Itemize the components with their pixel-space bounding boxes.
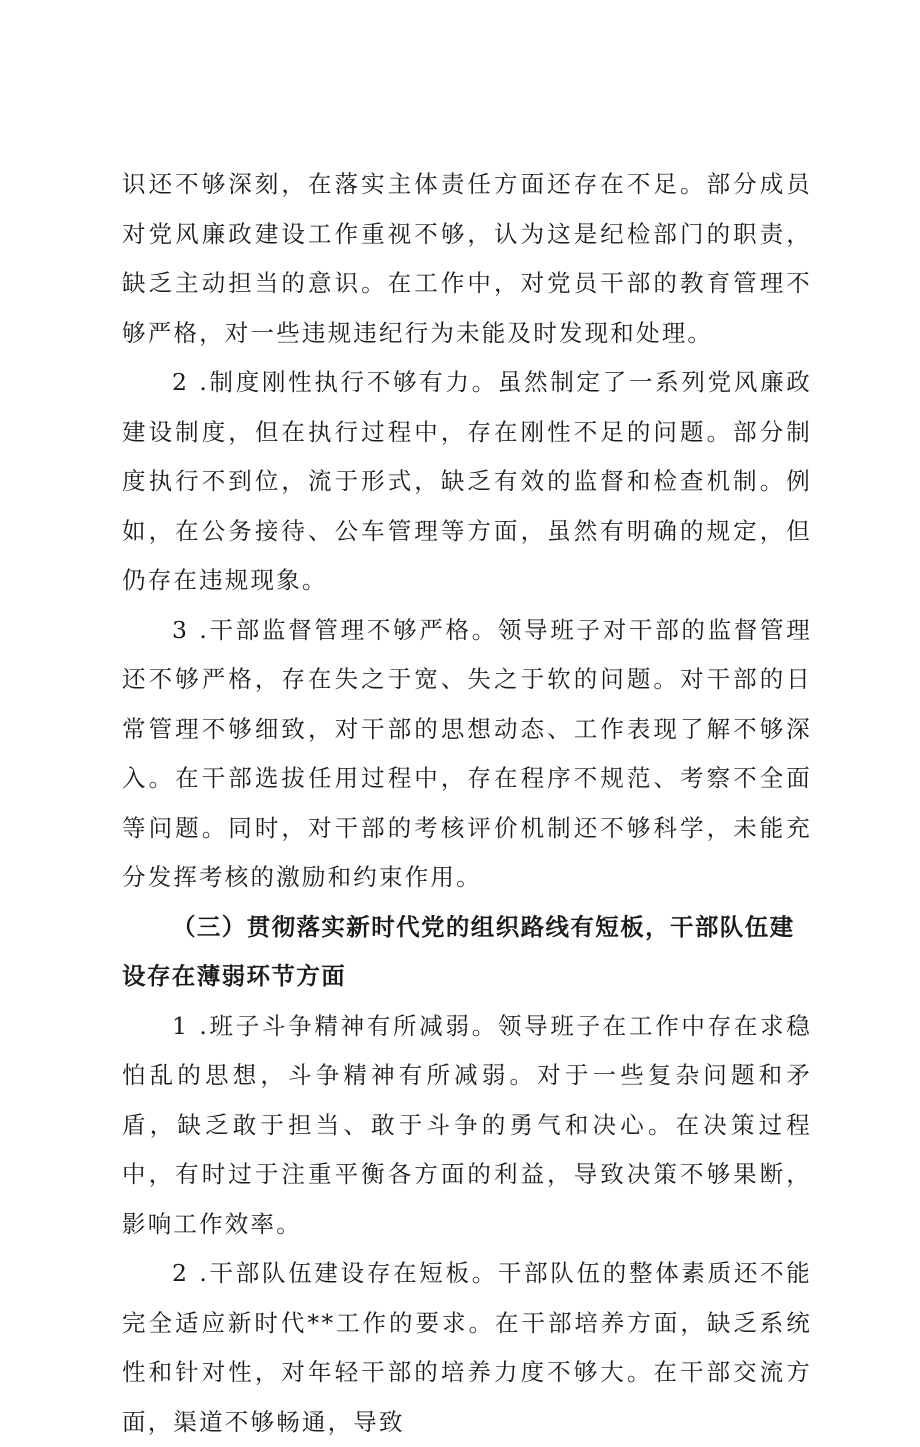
section-heading-3: （三）贯彻落实新时代党的组织路线有短板，干部队伍建设存在薄弱环节方面 [122, 912, 795, 990]
document-body [122, 160, 812, 1447]
paragraph-item-2-institutional-enforcement: 2 .制度刚性执行不够有力。虽然制定了一系列党风廉政建设制度，但在执行过程中，存在刚性不足的问题。部分制度执行不到位，流于形式，缺乏有效的监督和检查机制。例如，在公务接待、公车管理等方面，虽然有明确的规定，但仍存在违规现象。 [122, 368, 812, 594]
paragraph-item-2-cadre-team-building: 2 .干部队伍建设存在短板。干部队伍的整体素质还不能完全适应新时代**工作的要求。在干部培养方面，缺乏系统性和针对性，对年轻干部的培养力度不够大。在干部交流方面，渠道不够畅通，导致 [122, 1259, 812, 1436]
paragraph-item-3-cadre-supervision: 3 .干部监督管理不够严格。领导班子对干部的监督管理还不够严格，存在失之于宽、失之于软的问题。对干部的日常管理不够细致，对干部的思想动态、工作表现了解不够深入。在干部选拔任用过程中，存在程序不规范、考察不全面等问题。同时，对干部的考核评价机制还不够科学，未能充分发挥考核的激励和约束作用。 [122, 615, 812, 891]
paragraph-continuation: 识还不够深刻，在落实主体责任方面还存在不足。部分成员对党风廉政建设工作重视不够，认为这是纪检部门的职责，缺乏主动担当的意识。在工作中，对党员干部的教育管理不够严格，对一些违规违纪行为未能及时发现和处理。 [122, 170, 812, 347]
paragraph-item-1-fighting-spirit: 1 .班子斗争精神有所减弱。领导班子在工作中存在求稳怕乱的思想，斗争精神有所减弱。对于一些复杂问题和矛盾，缺乏敢于担当、敢于斗争的勇气和决心。在决策过程中，有时过于注重平衡各方面的利益，导致决策不够果断，影响工作效率。 [122, 1011, 812, 1238]
